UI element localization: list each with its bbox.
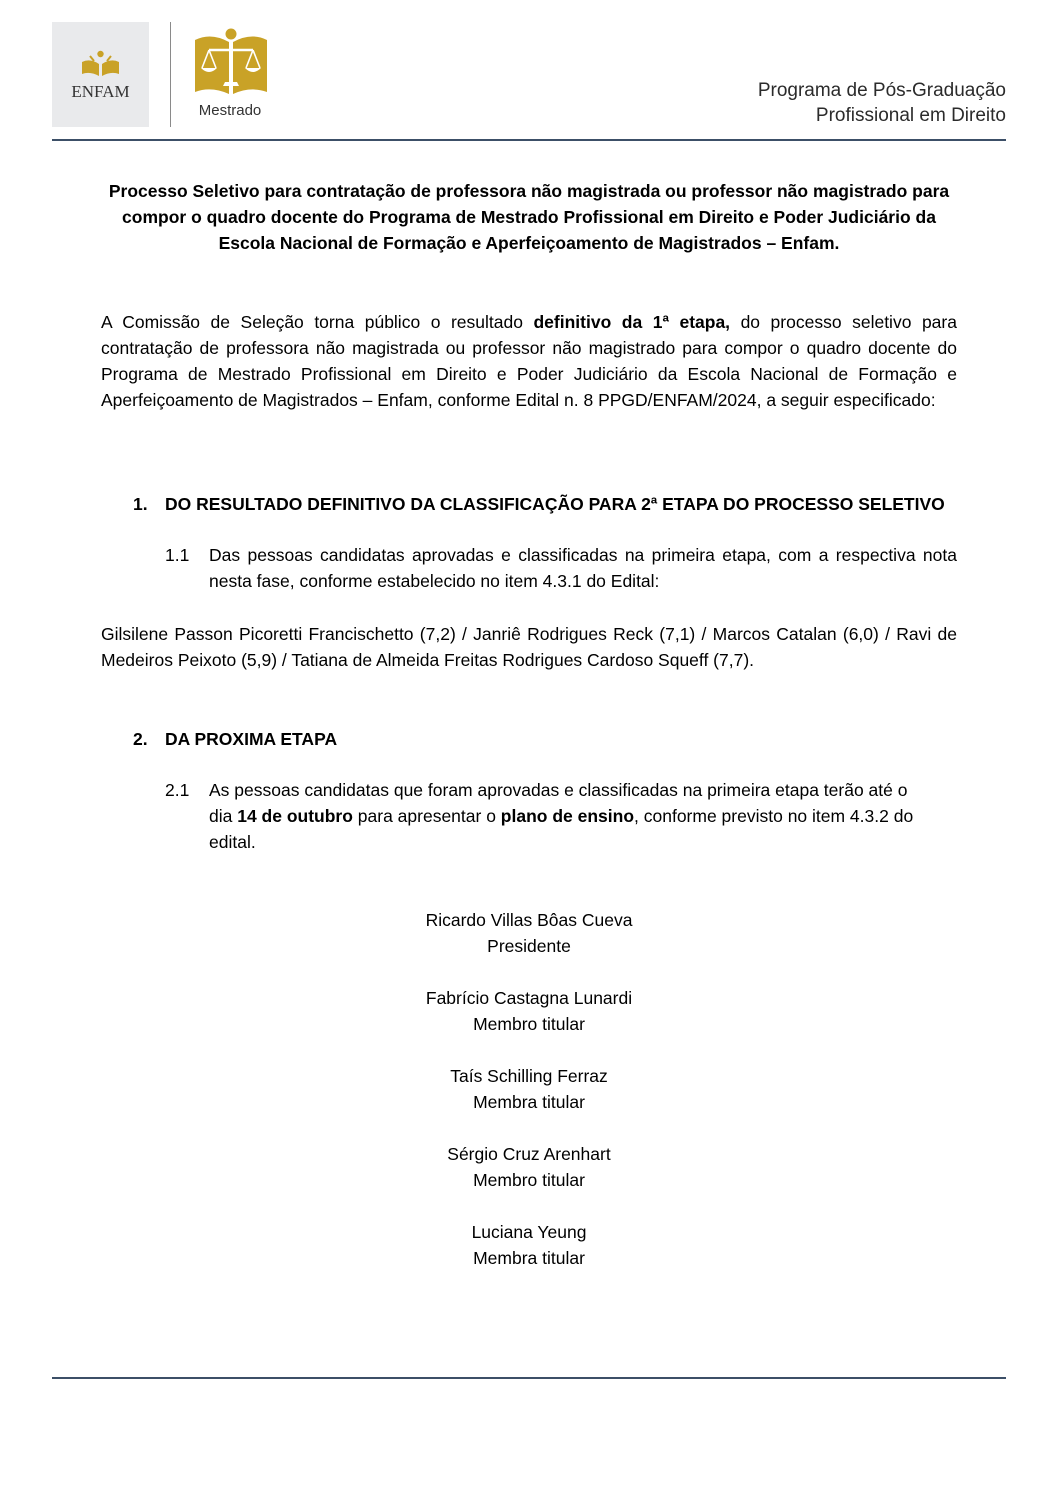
- section-2-title: DA PROXIMA ETAPA: [165, 729, 338, 749]
- signatory-name: Fabrício Castagna Lunardi: [425, 988, 633, 1008]
- item-2-1-part-2: para apresentar o: [352, 806, 501, 826]
- item-2-1-text: [209, 777, 925, 855]
- signatory-role: Membra titular: [473, 1092, 585, 1112]
- program-line-2: Profissional em Direito: [815, 105, 1006, 126]
- signatory-name: Sérgio Cruz Arenhart: [447, 1144, 611, 1164]
- intro-text-before: A Comissão de Seleção torna público o resultado: [101, 312, 534, 332]
- section-2-number: 2.: [133, 729, 148, 749]
- item-2-1: [165, 777, 925, 855]
- intro-paragraph: [101, 309, 957, 413]
- signature-entry: [329, 1141, 729, 1193]
- signatory-role: Presidente: [487, 936, 571, 956]
- mestrado-scales-logo-icon: [193, 28, 269, 98]
- header-rule: [52, 139, 1006, 141]
- signatory-role: Membro titular: [473, 1014, 585, 1034]
- section-1-number: 1.: [133, 494, 148, 514]
- item-1-1-text: Das pessoas candidatas aprovadas e classificadas na primeira etapa, com a respectiva nota nesta fase, conforme estabelecido no item 4.3.1 do Edital:: [209, 545, 957, 591]
- item-2-1-plan: plano de ensino: [500, 806, 635, 826]
- enfam-logo-text: ENFAM: [71, 82, 130, 101]
- signatory-role: Membro titular: [473, 1170, 585, 1190]
- section-1-title: DO RESULTADO DEFINITIVO DA CLASSIFICAÇÃO PARA 2ª ETAPA DO PROCESSO SELETIVO: [165, 494, 945, 514]
- signature-entry: [329, 1063, 729, 1115]
- item-2-1-deadline: 14 de outubro: [237, 806, 353, 826]
- item-2-1-part-3: , conforme previsto no item 4.3.2 do edital.: [209, 806, 914, 852]
- signatory-role: Membra titular: [473, 1248, 585, 1268]
- intro-text-after: do processo seletivo para contratação de professora não magistrada ou professor não magistrado para compor o quadro docente do Programa de Mestrado Profissional em Direito e Poder Judiciário da Escola Nacional de Formação e Aperfeiçoamento de Magistrados – Enfam, conforme Edital n. 8 PPGD/ENFAM/2024, a seguir especificado:: [101, 312, 957, 410]
- signatory-name: Luciana Yeung: [471, 1222, 587, 1242]
- enfam-logo: [52, 22, 149, 127]
- signature-entry: [329, 985, 729, 1037]
- section-2-heading: [133, 726, 337, 752]
- item-2-1-number: 2.1: [165, 780, 190, 800]
- item-1-1: [165, 542, 957, 594]
- signature-entry: [329, 1219, 729, 1271]
- mestrado-logo: [193, 28, 269, 103]
- signature-block: [329, 907, 729, 1297]
- item-1-1-number: 1.1: [165, 545, 190, 565]
- intro-text-bold: definitivo da 1ª etapa,: [533, 312, 731, 332]
- mestrado-logo-text: Mestrado: [198, 102, 262, 119]
- program-line-1: Programa de Pós-Graduação: [757, 80, 1006, 101]
- signatory-name: Ricardo Villas Bôas Cueva: [425, 910, 633, 930]
- signatory-name: Taís Schilling Ferraz: [450, 1066, 608, 1086]
- signature-entry: [329, 907, 729, 959]
- footer-rule: [52, 1377, 1006, 1379]
- logo-divider: [170, 22, 171, 127]
- section-1-heading: [133, 491, 945, 517]
- item-2-1-part-1: As pessoas candidatas que foram aprovadas e classificadas na primeira etapa terão até o dia: [209, 780, 908, 826]
- program-name: [758, 78, 1006, 128]
- enfam-book-logo-icon: [80, 50, 121, 78]
- candidates-list: Gilsilene Passon Picoretti Francischetto (7,2) / Janriê Rodrigues Reck (7,1) / Marcos Catalan (6,0) / Ravi de Medeiros Peixoto (5,9) / Tatiana de Almeida Freitas Rodrigues Cardoso Squeff (7,7).: [101, 624, 957, 670]
- document-title: Processo Seletivo para contratação de professora não magistrada ou professor não magistrado para compor o quadro docente do Programa de Mestrado Profissional em Direito e Poder Judiciário da Escola Nacional de Formação e Aperfeiçoamento de Magistrados – Enfam.: [108, 181, 950, 253]
